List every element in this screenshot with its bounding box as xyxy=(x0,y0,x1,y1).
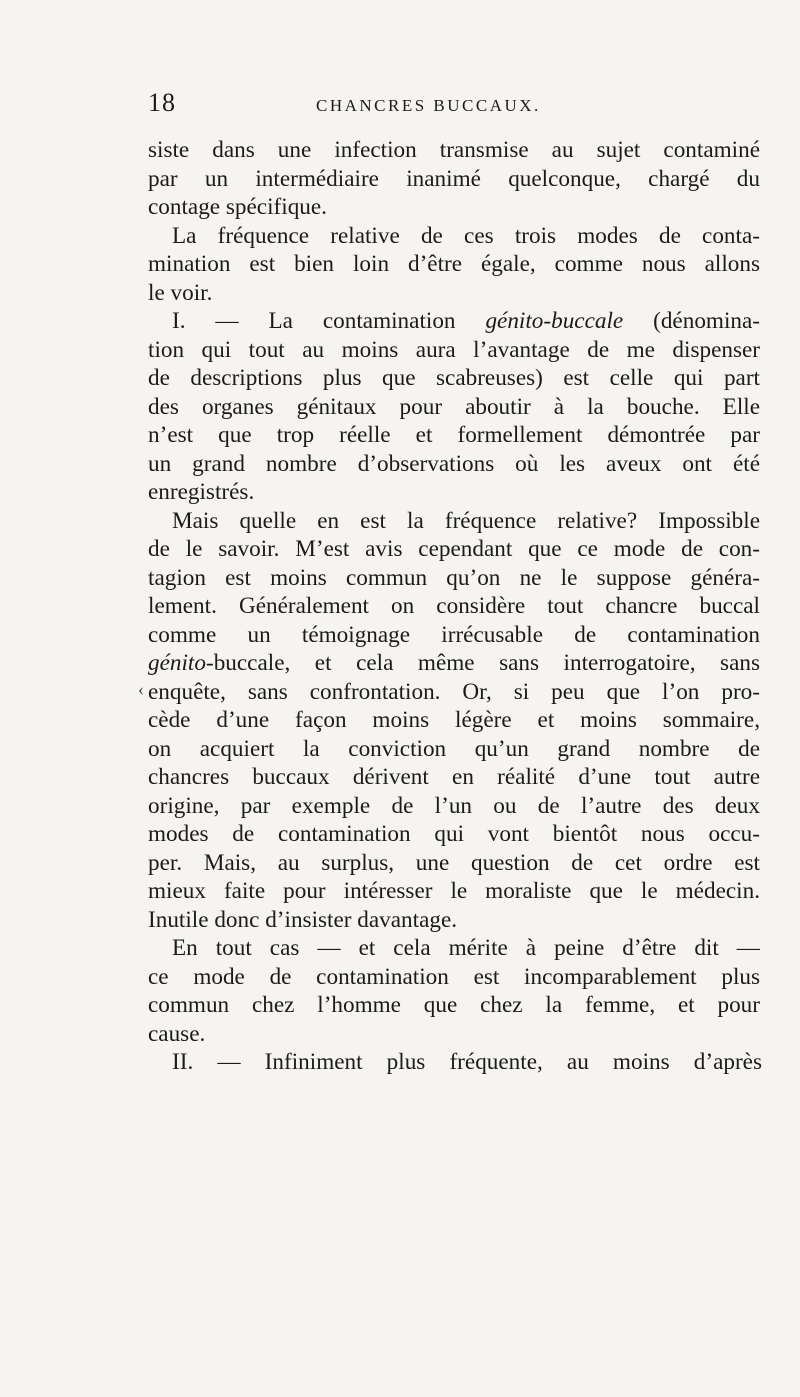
text-line: lement. Généralement on considère tout chancre buccal xyxy=(148,593,760,619)
italic-line-text: génito-buccale, et cela même sans interrogatoire, sans xyxy=(148,650,760,676)
running-head xyxy=(148,88,758,128)
text-line: cause. xyxy=(148,1020,206,1047)
margin-mark: ‹ xyxy=(138,679,144,699)
text-line: Inutile donc d’insister davantage. xyxy=(148,906,458,933)
text-line: des organes génitaux pour aboutir à la bouche. Elle xyxy=(148,393,760,420)
text-line: tion qui tout au moins aura l’avantage de me dispenser xyxy=(148,336,760,363)
text-line: siste dans une infection transmise au sujet contaminé xyxy=(148,137,760,163)
italic-term: génito-buccale xyxy=(485,308,624,334)
text-line: mieux faite pour intéresser le moraliste que le médecin. xyxy=(148,878,760,904)
text-line: enquête, sans confrontation. Or, si peu que l’on pro- xyxy=(148,678,760,705)
body-text xyxy=(148,136,760,1077)
italic-prefix: génito xyxy=(148,650,206,676)
paragraph-start-line: Mais quelle en est la fréquence relative? Impossible xyxy=(172,507,760,534)
section-i-line xyxy=(148,307,760,336)
text-line: de le savoir. M’est avis cependant que ce mode de con- xyxy=(148,536,760,562)
text-line: de descriptions plus que scabreuses) est celle qui part xyxy=(148,365,760,391)
text-line: le voir. xyxy=(148,279,213,306)
section-i-text: I. — La contamination génito-buccale (dénomina- xyxy=(172,308,761,334)
text-line: comme un témoignage irrécusable de contamination xyxy=(148,621,760,648)
text-line: cède d’une façon moins légère et moins sommaire, xyxy=(148,707,760,733)
text-line: contage spécifique. xyxy=(148,194,327,220)
text-line: modes de contamination qui vont bientôt nous occu- xyxy=(148,821,760,847)
text-line: chancres buccaux dérivent en réalité d’une tout autre xyxy=(148,764,760,790)
text-line: per. Mais, au surplus, une question de cet ordre est xyxy=(148,849,760,876)
text-line: tagion est moins commun qu’on ne le suppose généra- xyxy=(148,564,760,591)
text-line: origine, par exemple de l’un ou de l’autre des deux xyxy=(148,792,760,819)
page-number: 18 xyxy=(148,88,176,117)
section-ii-line: II. — Infiniment plus fréquente, au moins d’après xyxy=(172,1049,762,1075)
text-line: commun chez l’homme que chez la femme, et pour xyxy=(148,992,760,1018)
italic-line xyxy=(148,649,760,678)
text-line: on acquiert la conviction qu’un grand nombre de xyxy=(148,735,760,762)
text-line: ce mode de contamination est incomparablement plus xyxy=(148,963,760,990)
running-title: CHANCRES BUCCAUX. xyxy=(316,96,541,115)
paragraph-start-line: En tout cas — et cela mérite à peine d’être dit — xyxy=(172,935,760,961)
text-line: un grand nombre d’observations où les aveux ont été xyxy=(148,450,760,477)
text-line: n’est que trop réelle et formellement démontrée par xyxy=(148,422,760,448)
text-line: par un intermédiaire inanimé quelconque, chargé du xyxy=(148,165,760,192)
text-line: mination est bien loin d’être égale, comme nous allons xyxy=(148,251,760,277)
text-line: enregistrés. xyxy=(148,479,255,505)
paragraph-start-line: La fréquence relative de ces trois modes de conta- xyxy=(172,222,760,249)
